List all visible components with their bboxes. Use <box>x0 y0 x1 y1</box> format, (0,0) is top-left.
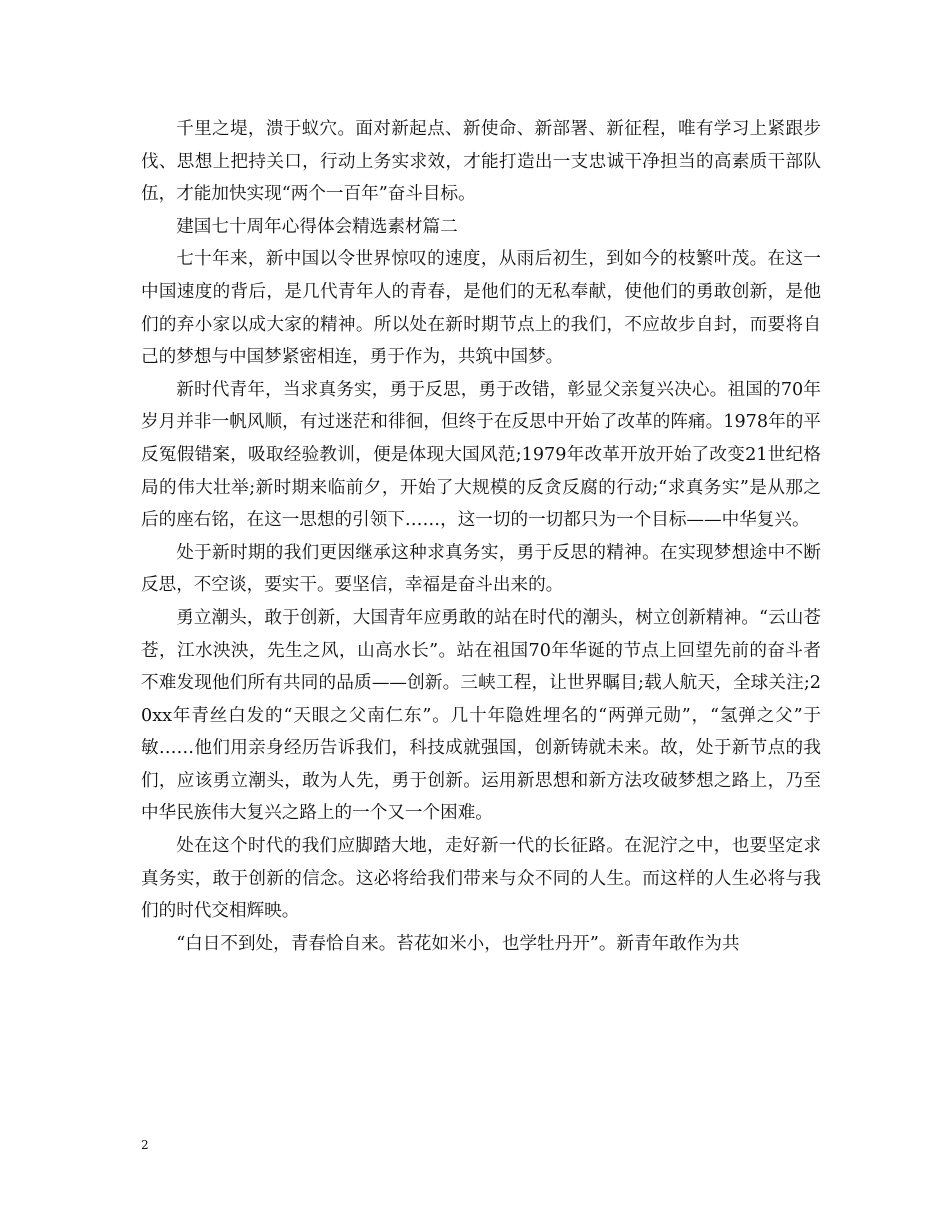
paragraph-7: “白日不到处，青春恰自来。苔花如米小，也学牡丹开”。新青年敢作为共 <box>176 933 740 954</box>
paragraph-2: 七十年来，新中国以令世界惊叹的速度，从雨后初生，到如今的枝繁叶茂。在这一中国速度的背后，是几代青年人的青春，是他们的无私奉献，使他们的勇敢创新，是他们的弃小家以成大家的精神。所以处在新时期节点上的我们，不应故步自封，而要将自己的梦想与中国梦紧密相连，勇于作为，共筑中国梦。 <box>141 249 821 368</box>
paragraph-5: 勇立潮头，敢于创新，大国青年应勇敢的站在时代的潮头，树立创新精神。“云山苍苍，江水泱泱，先生之风，山高水长”。站在祖国70年华诞的节点上回望先前的奋斗者不难发现他们所有共同的品质——创新。三峡工程，让世界瞩目;载人航天，全球关注;20xx年青丝白发的“天眼之父南仁东”。几十年隐姓埋名的“两弹元勋”，“氢弹之父”于敏……他们用亲身经历告诉我们，科技成就强国，创新铸就未来。故，处于新节点的我们，应该勇立潮头，敢为人先，勇于创新。运用新思想和新方法攻破梦想之路上，乃至中华民族伟大复兴之路上的一个又一个困难。 <box>141 607 821 824</box>
paragraph-6: 处在这个时代的我们应脚踏大地，走好新一代的长征路。在泥泞之中，也要坚定求真务实，敢于创新的信念。这必将给我们带来与众不同的人生。而这样的人生必将与我们的时代交相辉映。 <box>141 836 821 922</box>
paragraph-1: 千里之堤，溃于蚁穴。面对新起点、新使命、新部署、新征程，唯有学习上紧跟步伐、思想上把持关口，行动上务实求效，才能打造出一支忠诚干净担当的高素质干部队伍，才能加快实现“两个一百年”奋斗目标。 <box>141 119 821 205</box>
paragraph-3: 新时代青年，当求真务实，勇于反思，勇于改错，彰显父亲复兴决心。祖国的70年岁月并非一帆风顺，有过迷茫和徘徊，但终于在反思中开始了改革的阵痛。1978年的平反冤假错案，吸取经验教训，便是体现大国风范;1979年改革开放开始了改变21世纪格局的伟大壮举;新时期来临前夕，开始了大规模的反贪反腐的行动;“求真务实”是从那之后的座右铭，在这一思想的引领下……，这一切的一切都只为一个目标——中华复兴。 <box>141 379 821 531</box>
body-text <box>141 113 821 960</box>
section-heading: 建国七十周年心得体会精选素材篇二 <box>176 216 458 237</box>
paragraph-4: 处于新时期的我们更因继承这种求真务实，勇于反思的精神。在实现梦想途中不断反思，不空谈，要实干。要坚信，幸福是奋斗出来的。 <box>141 542 821 596</box>
page-number: 2 <box>141 1138 149 1152</box>
